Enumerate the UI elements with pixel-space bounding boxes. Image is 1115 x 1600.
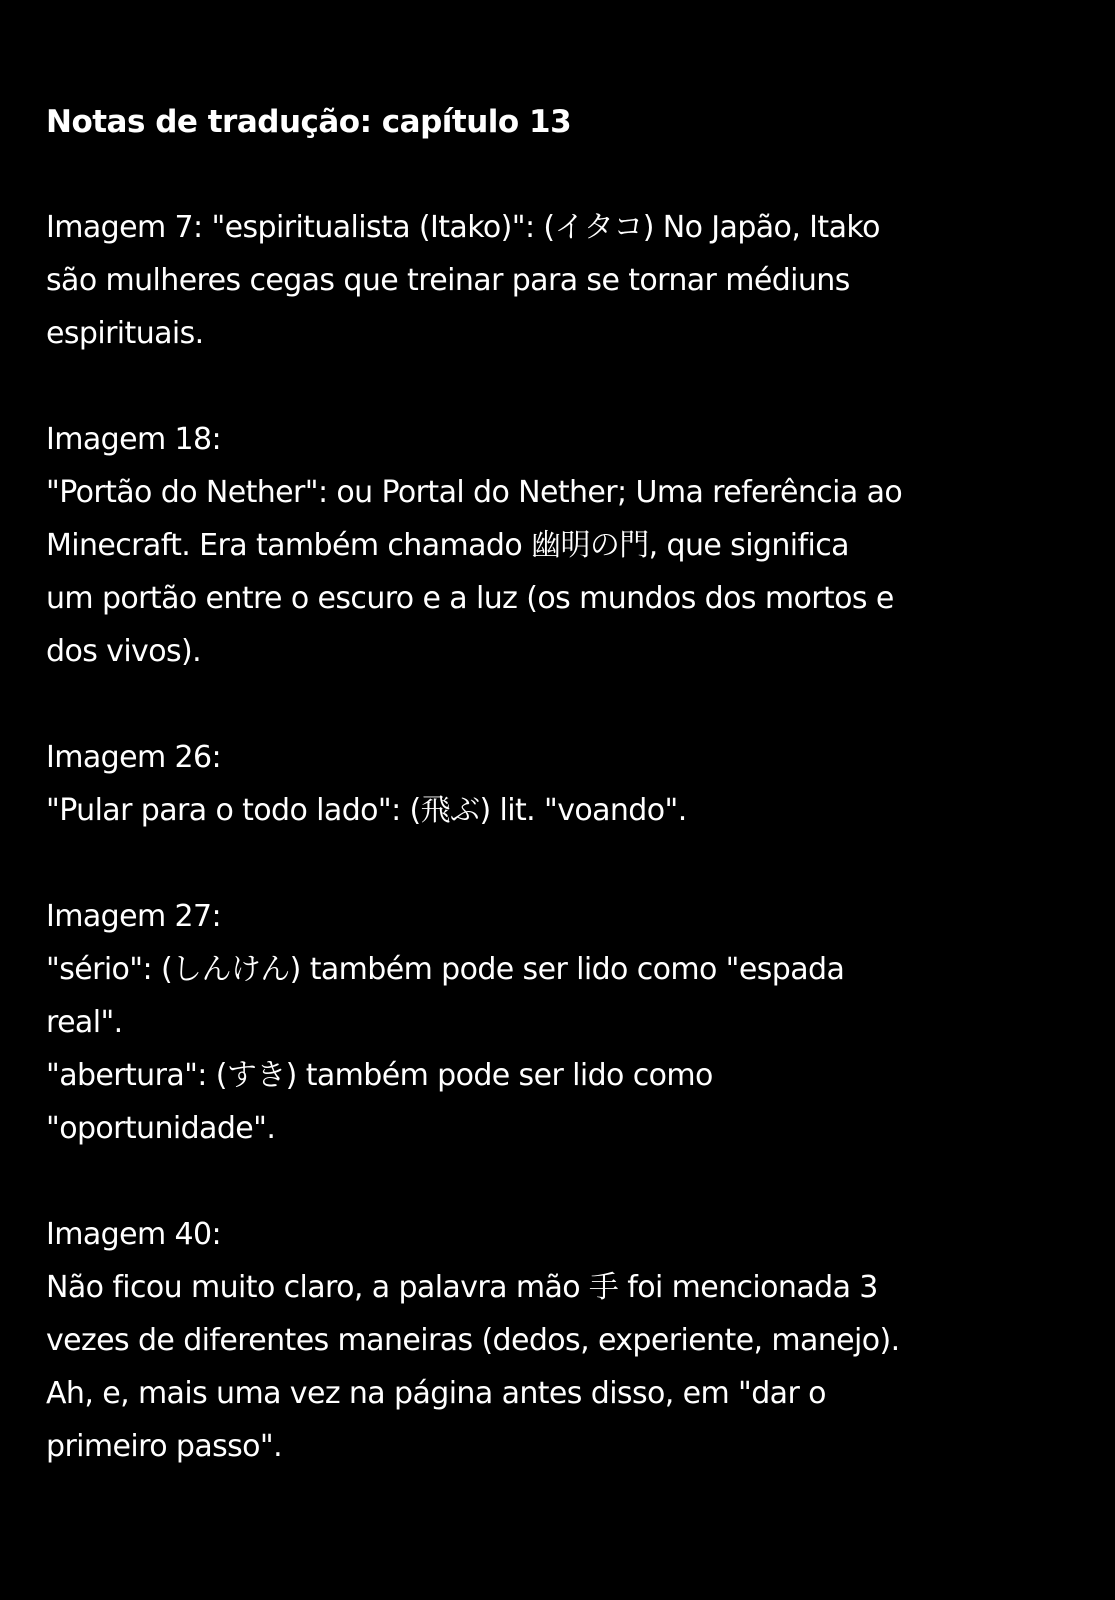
note-image-7 [46, 201, 1056, 360]
note-line: Ah, e, mais uma vez na página antes disso, em "dar o [46, 1376, 826, 1411]
note-line: vezes de diferentes maneiras (dedos, experiente, manejo). [46, 1323, 900, 1358]
note-heading: Imagem 27: [46, 899, 221, 934]
note-image-18 [46, 413, 1056, 678]
note-heading: Imagem 18: [46, 422, 221, 457]
note-line: "abertura": (すき) também pode ser lido como [46, 1058, 713, 1093]
note-line: real". [46, 1005, 123, 1040]
page-title: Notas de tradução: capítulo 13 [46, 104, 572, 140]
note-image-26 [46, 731, 1056, 837]
note-line: primeiro passo". [46, 1429, 283, 1464]
note-line: espirituais. [46, 316, 204, 351]
notes-content [46, 96, 1056, 1526]
note-line: são mulheres cegas que treinar para se tornar médiuns [46, 263, 850, 298]
note-line: um portão entre o escuro e a luz (os mundos dos mortos e [46, 581, 894, 616]
note-heading: Imagem 26: [46, 740, 221, 775]
note-line: "oportunidade". [46, 1111, 276, 1146]
note-line: Minecraft. Era também chamado 幽明の門, que significa [46, 528, 849, 563]
note-line: "sério": (しんけん) também pode ser lido como "espada [46, 952, 845, 987]
note-heading: Imagem 40: [46, 1217, 221, 1252]
note-line: Não ficou muito claro, a palavra mão 手 foi mencionada 3 [46, 1270, 878, 1305]
note-image-27 [46, 890, 1056, 1155]
note-line: "Pular para o todo lado": (飛ぶ) lit. "voando". [46, 793, 687, 828]
note-line: Imagem 7: "espiritualista (Itako)": (イタコ) No Japão, Itako [46, 210, 880, 245]
note-line: dos vivos). [46, 634, 202, 669]
note-image-40 [46, 1208, 1056, 1473]
note-line: "Portão do Nether": ou Portal do Nether; Uma referência ao [46, 475, 903, 510]
